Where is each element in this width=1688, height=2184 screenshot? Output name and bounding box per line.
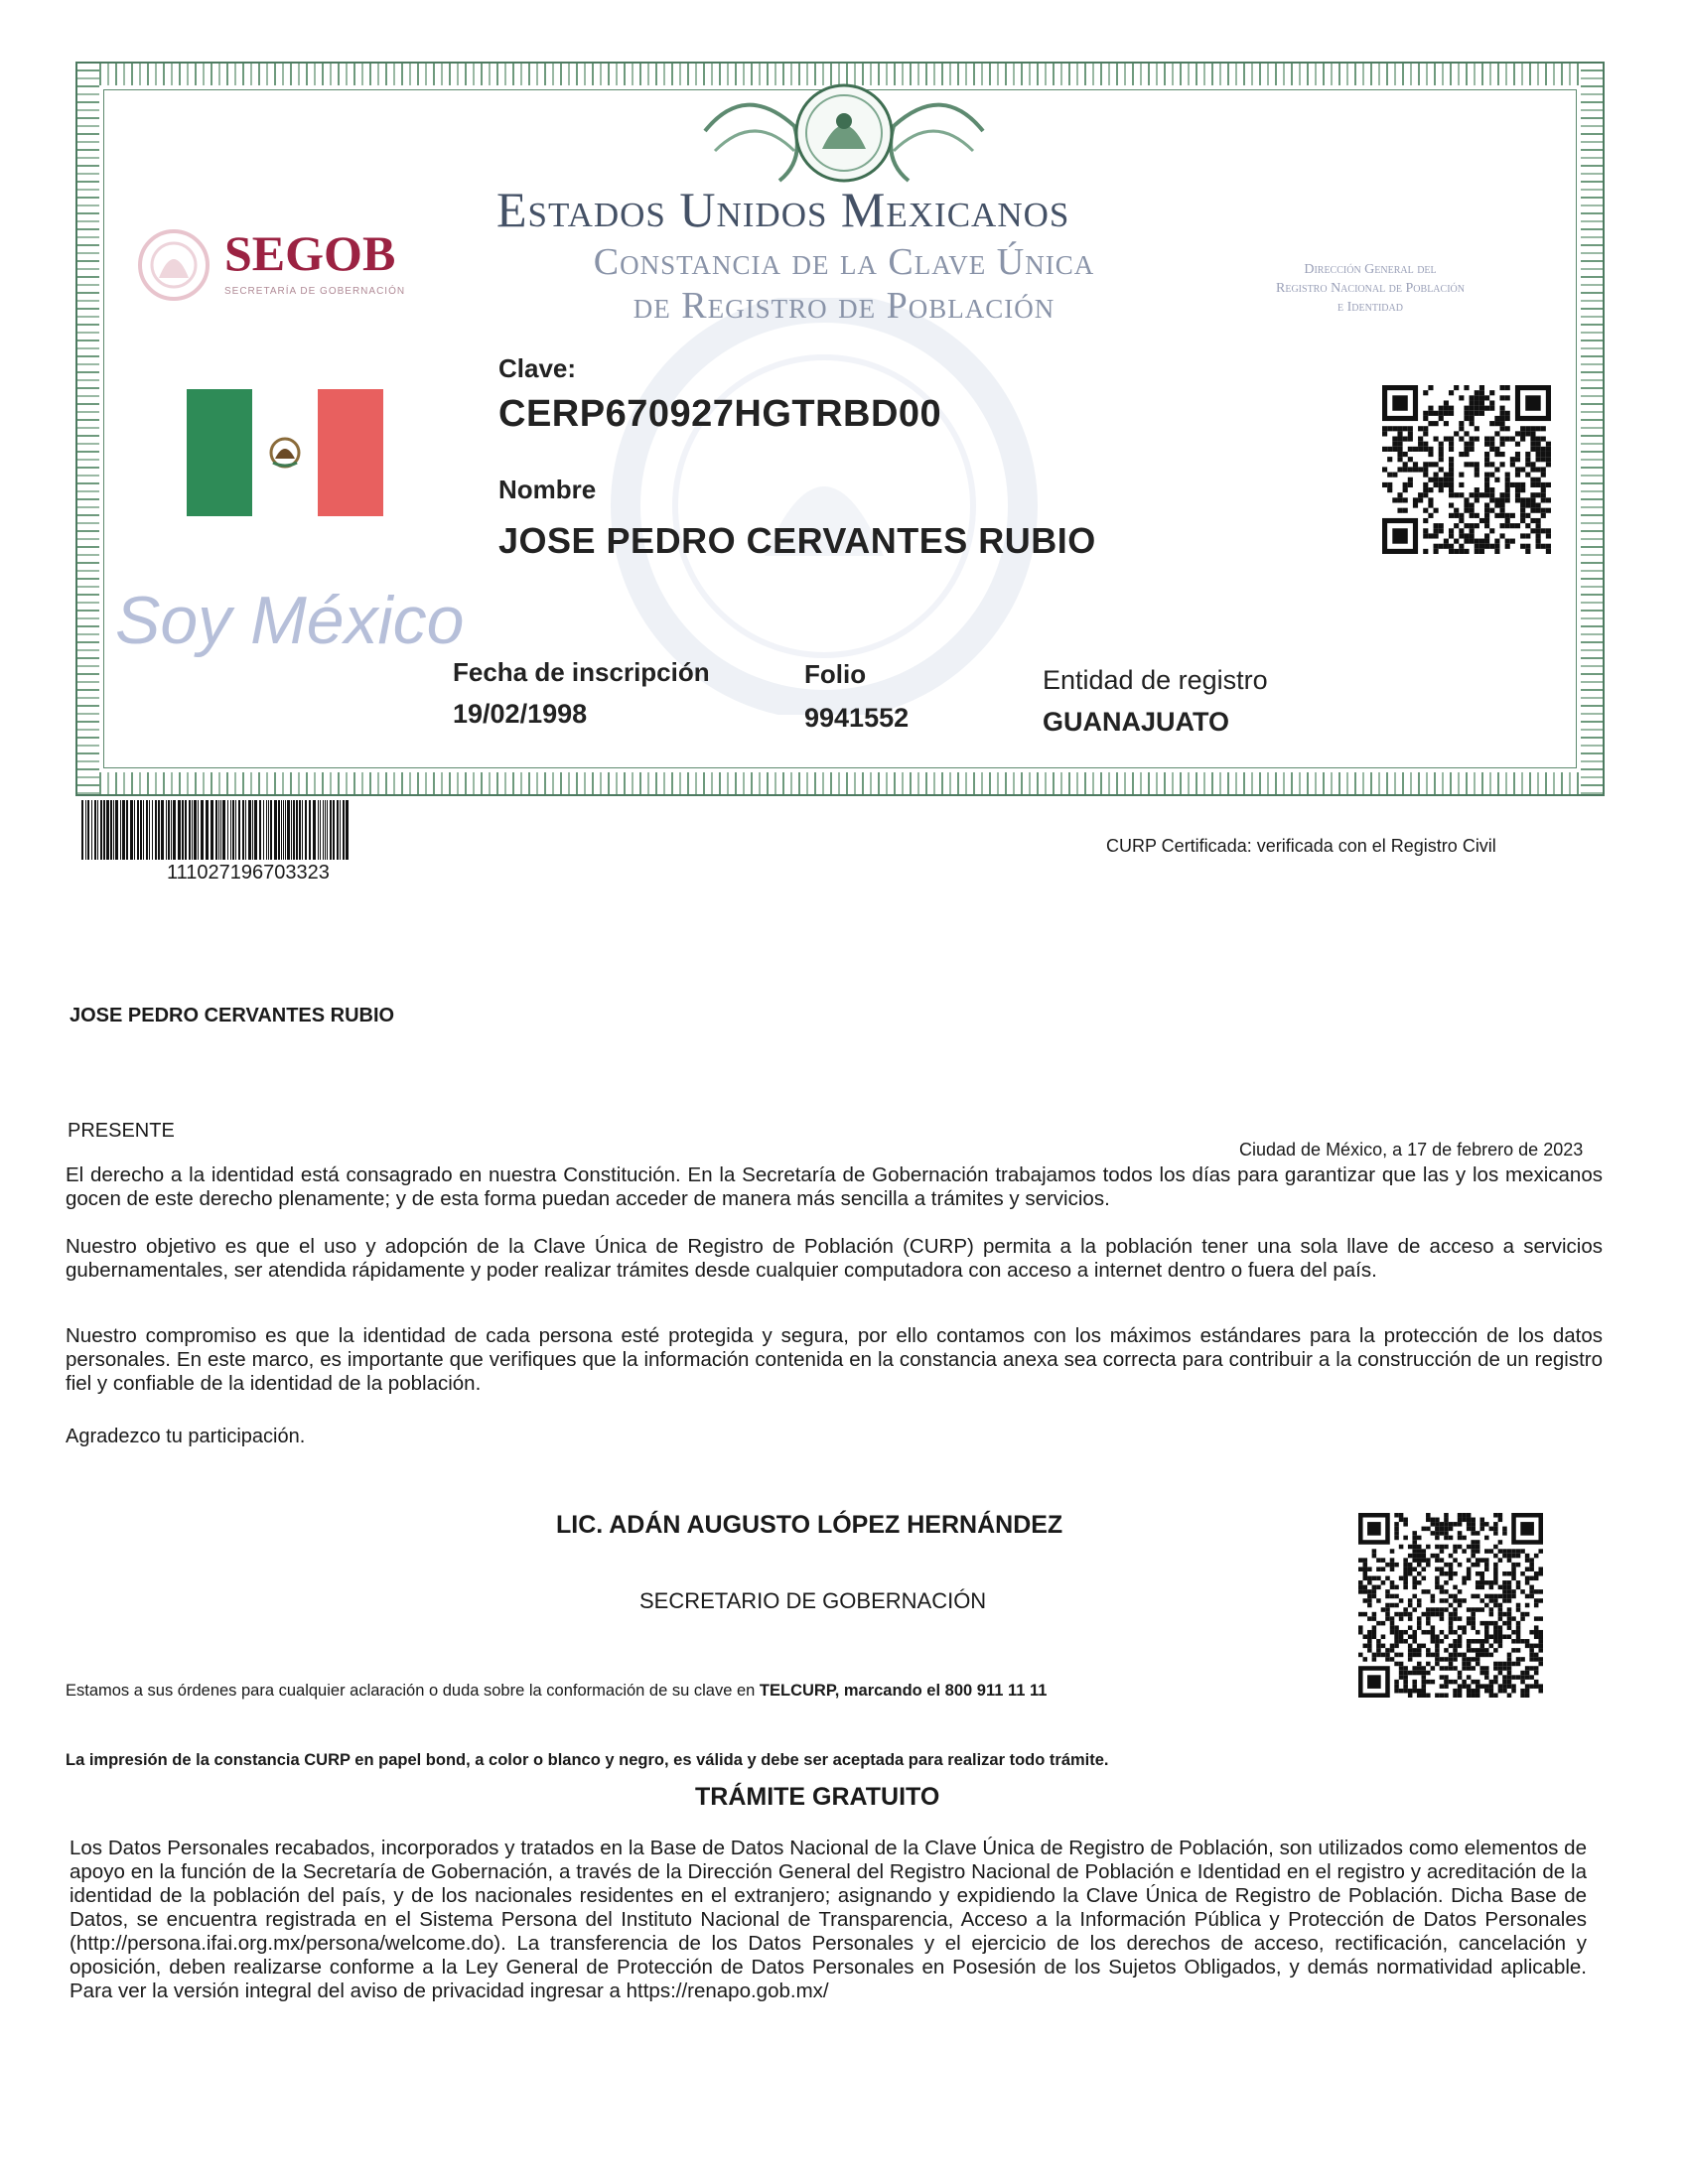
document-title: [496, 240, 1192, 328]
document-title-line1: Constancia de la Clave Única: [593, 241, 1095, 283]
paragraph-1: El derecho a la identidad está consagrado en nuestra Constitución. En la Secretaría de Gobernación trabajamos todos los días para garantizar que las y los mexicanos gocen de este derecho plenamente; y de esta forma puedan acceder de manera más sencilla a trámites y servicios.: [66, 1163, 1603, 1210]
contact-phone: TELCURP, marcando el 800 911 11 11: [759, 1682, 1048, 1700]
entidad-value: GUANAJUATO: [1043, 707, 1230, 737]
dg-line3: e Identidad: [1337, 300, 1403, 315]
flag-white-stripe: [252, 389, 318, 516]
letter-date: Ciudad de México, a 17 de febrero de 2023: [1239, 1140, 1584, 1160]
dg-line1: Dirección General del: [1304, 262, 1437, 277]
flag-red-stripe: [318, 389, 383, 516]
country-title: Estados Unidos Mexicanos: [496, 182, 1070, 237]
privacy-notice: Los Datos Personales recabados, incorporados y tratados en la Base de Datos Nacional de la Clave Única de Registro de Población, son utilizados como elementos de apoyo en la función de la Secretaría de Gobernación, a través de la Dirección General del Registro Nacional de Población e Identidad en el registro y acreditación de la identidad de la población del país, y de los nacionales residentes en el extranjero; asignando y expidiendo la Clave Única de Registro de Población. Dicha Base de Datos, se encuentra registrada en el Sistema Persona del Instituto Nacional de Transparencia, Acceso a la Información Pública y Protección de Datos Personales (http://persona.ifai.org.mx/persona/welcome.do). La transferencia de los Datos Personales y el ejercicio de los derechos de acceso, rectificación, cancelación y oposición, deben realizarse conforme a la Ley General de Protección de Datos Personales en Posesión de los Sujetos Obligados, y demás normatividad aplicable. Para ver la versión integral del aviso de privacidad ingresar a https://renapo.gob.mx/: [70, 1837, 1587, 2002]
paragraph-2: Nuestro objetivo es que el uso y adopción de la Clave Única de Registro de Población (CURP) permita a la población tener una sola llave de acceso a servicios gubernamentales, ser atendida rápidamente y poder realizar trámites desde cualquier computadora con acceso a internet dentro o fuera del país.: [66, 1235, 1603, 1282]
dg-line2: Registro Nacional de Población: [1276, 281, 1465, 296]
frame-border-left: [77, 64, 99, 794]
validity-note: La impresión de la constancia CURP en papel bond, a color o blanco y negro, es válida y debe ser aceptada para realizar todo trámite.: [66, 1751, 1109, 1769]
free-procedure: TRÁMITE GRATUITO: [695, 1783, 940, 1811]
recipient-name: JOSE PEDRO CERVANTES RUBIO: [70, 1005, 395, 1026]
paragraph-3: Nuestro compromiso es que la identidad de cada persona esté protegida y segura, por ello contamos con los máximos estándares para la protección de los datos personales. En este marco, es importante que verifiques que la información contenida en la constancia anexa sea correcta para contribuir a la construcción de un registro fiel y confiable de la identidad de la población.: [66, 1324, 1603, 1395]
national-seal-icon: [685, 71, 1003, 191]
entidad-label: Entidad de registro: [1043, 665, 1268, 695]
mexican-flag: [187, 389, 383, 516]
presente-text: PRESENTE: [68, 1120, 175, 1142]
flag-green-stripe: [187, 389, 252, 516]
contact-prefix: Estamos a sus órdenes para cualquier aclaración o duda sobre la conformación de su clave en: [66, 1682, 760, 1700]
signer-title: SECRETARIO DE GOBERNACIÓN: [639, 1588, 987, 1613]
fecha-value: 19/02/1998: [453, 699, 588, 729]
fecha-label: Fecha de inscripción: [453, 657, 710, 687]
frame-border-right: [1581, 64, 1603, 794]
barcode-icon: [81, 800, 399, 860]
segob-subtitle: SECRETARÍA DE GOBERNACIÓN: [224, 286, 406, 297]
direccion-general: [1211, 260, 1529, 317]
flag-eagle-icon: [265, 433, 305, 473]
folio-label: Folio: [804, 659, 867, 689]
document-title-line2: de Registro de Población: [633, 285, 1055, 327]
segob-logo-text: SEGOB: [224, 225, 396, 281]
thanks-text: Agradezco tu participación.: [66, 1426, 306, 1447]
qr-code-signature-icon: [1358, 1513, 1543, 1698]
nombre-value: JOSE PEDRO CERVANTES RUBIO: [498, 520, 1096, 561]
folio-value: 9941552: [804, 703, 910, 733]
contact-text: [66, 1682, 1047, 1701]
watermark-seal-icon: [596, 298, 1053, 715]
certified-note: CURP Certificada: verificada con el Registro Civil: [1106, 836, 1496, 856]
nombre-label: Nombre: [498, 475, 597, 504]
clave-label: Clave:: [498, 353, 577, 383]
frame-border-bottom: [77, 772, 1603, 794]
barcode-number: 111027196703323: [167, 862, 330, 884]
clave-value: CERP670927HGTRBD00: [498, 393, 942, 435]
signer-name: LIC. ADÁN AUGUSTO LÓPEZ HERNÁNDEZ: [556, 1511, 1063, 1539]
segob-emblem-icon: [133, 226, 214, 304]
soy-mexico-watermark: Soy México: [115, 583, 465, 658]
qr-code-icon: [1382, 385, 1551, 554]
